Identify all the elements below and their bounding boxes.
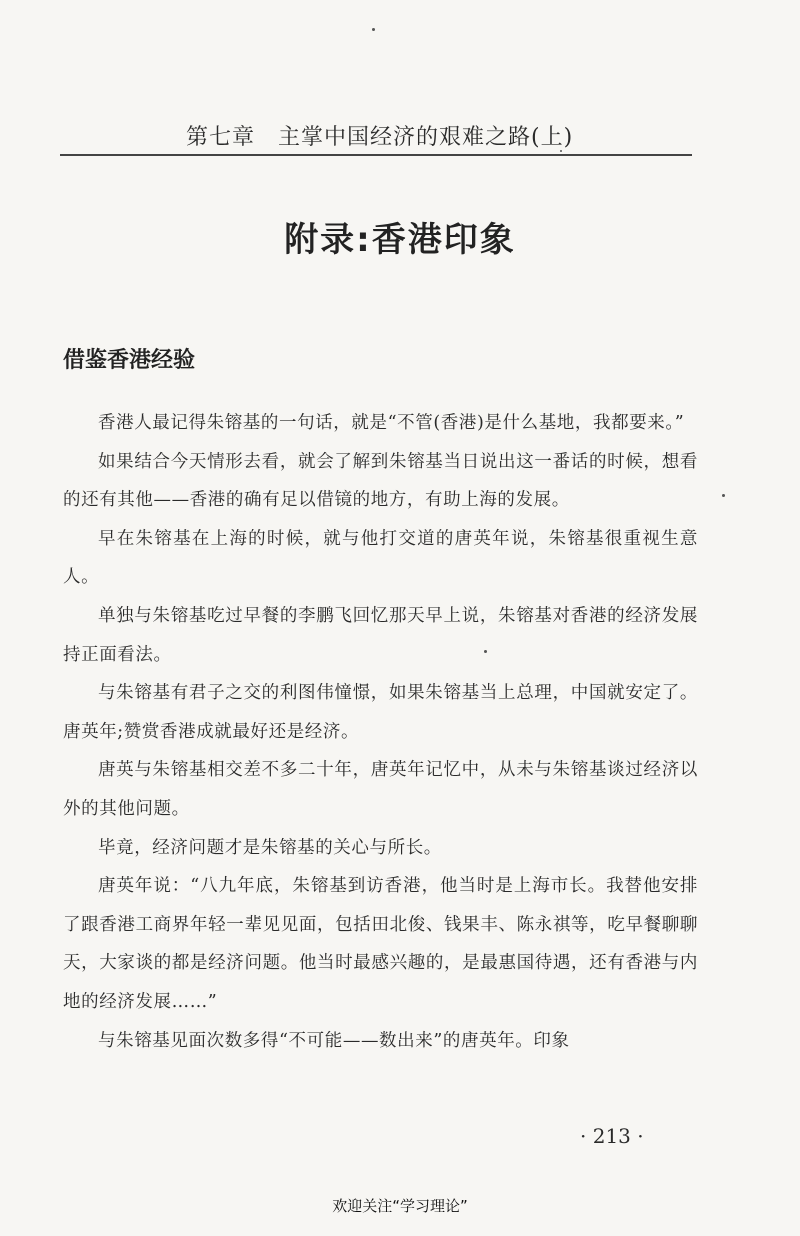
section-heading: 借鉴香港经验 bbox=[63, 348, 196, 373]
paragraph: 单独与朱镕基吃过早餐的李鹏飞回忆那天早上说，朱镕基对香港的经济发展持正面看法。 bbox=[63, 605, 698, 665]
scan-speck bbox=[484, 650, 487, 653]
paragraph: 唐英年说：“八九年底，朱镕基到访香港，他当时是上海市长。我替他安排了跟香港工商界年轻一辈见见面，包括田北俊、钱果丰、陈永祺等，吃早餐聊聊天，大家谈的都是经济问题。他当时最感兴趣的，是最惠国待遇，还有香港与内地的经济发展……” bbox=[63, 876, 698, 1012]
header-rule bbox=[60, 154, 692, 156]
footer-note: 欢迎关注“学习理论” bbox=[332, 1197, 468, 1215]
running-header bbox=[60, 112, 692, 156]
paragraph: 香港人最记得朱镕基的一句话，就是“不管(香港)是什么基地，我都要来。” bbox=[98, 413, 685, 433]
paragraph: 与朱镕基见面次数多得“不可能——数出来”的唐英年。印象 bbox=[98, 1030, 570, 1051]
scan-speck bbox=[722, 494, 725, 497]
appendix-title: 附录:香港印象 bbox=[284, 220, 516, 260]
chapter-title: 第七章 主掌中国经济的艰难之路(上) bbox=[186, 125, 574, 150]
scan-speck bbox=[560, 150, 562, 152]
paragraph: 毕竟，经济问题才是朱镕基的关心与所长。 bbox=[98, 837, 442, 858]
paragraph: 唐英与朱镕基相交差不多二十年，唐英年记忆中，从未与朱镕基谈过经济以外的其他问题。 bbox=[63, 760, 698, 819]
body-text bbox=[63, 404, 698, 1060]
paragraph: 如果结合今天情形去看，就会了解到朱镕基当日说出这一番话的时候，想看的还有其他——香港的确有足以借镜的地方，有助上海的发展。 bbox=[63, 451, 698, 511]
page-number: · 213 · bbox=[580, 1124, 644, 1148]
paragraph: 早在朱镕基在上海的时候，就与他打交道的唐英年说，朱镕基很重视生意人。 bbox=[63, 528, 698, 588]
scan-speck bbox=[372, 28, 375, 31]
paragraph: 与朱镕基有君子之交的利图伟憧憬，如果朱镕基当上总理，中国就安定了。唐英年;赞赏香港成就最好还是经济。 bbox=[63, 683, 698, 742]
